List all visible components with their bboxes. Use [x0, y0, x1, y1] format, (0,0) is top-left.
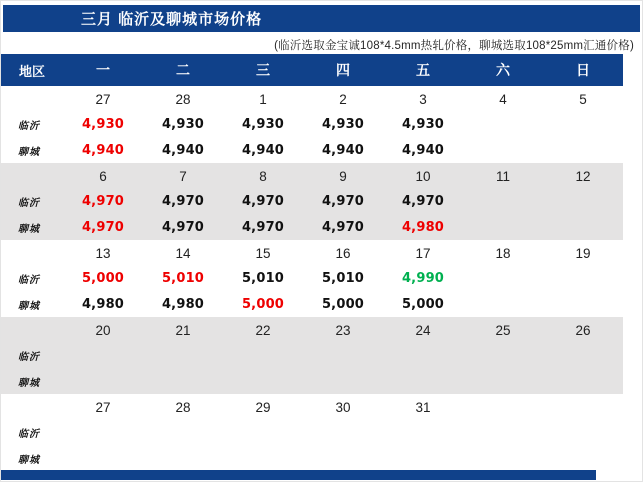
liaocheng-price-cell: 4,980 [401, 219, 445, 235]
date-cell: 13 [95, 245, 111, 261]
liaocheng-price-cell: 4,940 [321, 142, 365, 158]
week-block-3 [1, 240, 623, 317]
date-cell: 28 [175, 399, 191, 415]
bottom-bar [1, 470, 596, 480]
date-cell: 26 [575, 322, 591, 338]
row-label-linyi: 临沂 [18, 429, 40, 440]
header-day-tue: 二 [176, 62, 190, 78]
linyi-price-cell: 4,990 [401, 271, 445, 286]
date-cell: 24 [415, 322, 431, 338]
liaocheng-price-cell: 4,940 [81, 142, 125, 158]
date-cell: 4 [499, 91, 507, 107]
date-cell: 9 [339, 168, 347, 184]
liaocheng-price-cell: 4,980 [81, 296, 125, 312]
date-row [1, 163, 623, 189]
row-label-liaocheng: 聊城 [18, 377, 40, 389]
date-cell: 27 [95, 91, 111, 107]
linyi-price-cell: 4,930 [321, 117, 365, 132]
date-cell: 5 [579, 91, 587, 107]
header-day-mon: 一 [96, 62, 110, 78]
header-day-sat: 六 [496, 62, 510, 78]
liaocheng-price-cell: 4,970 [81, 219, 125, 235]
linyi-price-cell: 4,970 [81, 194, 125, 209]
header-day-thu: 四 [336, 62, 350, 78]
liaocheng-price-row [1, 291, 623, 317]
date-cell: 31 [415, 399, 431, 415]
row-label-linyi: 临沂 [18, 275, 40, 286]
date-row [1, 317, 623, 343]
liaocheng-price-row [1, 137, 623, 163]
page-title: 三月 临沂及聊城市场价格 [81, 11, 263, 28]
linyi-price-row [1, 112, 623, 137]
linyi-price-cell: 4,930 [161, 117, 205, 132]
liaocheng-price-cell: 5,000 [321, 296, 365, 312]
header-day-wed: 三 [256, 62, 270, 78]
liaocheng-price-row [1, 368, 623, 394]
date-row [1, 86, 623, 112]
header-day-sun: 日 [576, 62, 590, 78]
date-row [1, 240, 623, 266]
week-block-2 [1, 163, 623, 240]
title-bar [3, 5, 640, 32]
liaocheng-price-cell: 4,970 [161, 219, 205, 235]
linyi-price-cell: 4,930 [401, 117, 445, 132]
liaocheng-price-cell: 4,970 [321, 219, 365, 235]
linyi-price-cell: 4,970 [401, 194, 445, 209]
row-label-liaocheng: 聊城 [18, 223, 40, 235]
date-cell: 6 [99, 168, 107, 184]
linyi-price-cell: 4,930 [241, 117, 285, 132]
date-row [1, 394, 623, 420]
price-source-note: (临沂选取金宝诚108*4.5mm热轧价格，聊城选取108*25mm汇通价格) [274, 40, 634, 52]
row-label-liaocheng: 聊城 [18, 454, 40, 466]
linyi-price-cell: 4,970 [321, 194, 365, 209]
date-cell: 28 [175, 91, 191, 107]
liaocheng-price-cell: 5,000 [241, 296, 285, 312]
week-block-4 [1, 317, 623, 394]
liaocheng-price-row [1, 214, 623, 240]
week-block-5 [1, 394, 623, 471]
liaocheng-price-cell: 4,970 [241, 219, 285, 235]
date-cell: 8 [259, 168, 267, 184]
date-cell: 3 [419, 91, 427, 107]
date-cell: 11 [495, 168, 510, 184]
linyi-price-cell: 5,010 [161, 271, 205, 286]
header-region: 地区 [18, 63, 45, 79]
liaocheng-price-cell: 5,000 [401, 296, 445, 312]
row-label-linyi: 临沂 [18, 121, 40, 132]
linyi-price-row [1, 189, 623, 214]
date-cell: 10 [415, 168, 431, 184]
date-cell: 7 [179, 168, 187, 184]
row-label-linyi: 临沂 [18, 352, 40, 363]
date-cell: 2 [339, 91, 347, 107]
week-block-1 [1, 86, 623, 163]
liaocheng-price-cell: 4,980 [161, 296, 205, 312]
row-label-liaocheng: 聊城 [18, 300, 40, 312]
date-cell: 1 [259, 91, 267, 107]
weeks-grid [1, 86, 623, 471]
header-day-fri: 五 [416, 62, 430, 78]
date-cell: 22 [255, 322, 271, 338]
date-cell: 25 [495, 322, 511, 338]
linyi-price-cell: 5,000 [81, 271, 125, 286]
date-cell: 16 [335, 245, 351, 261]
linyi-price-cell: 4,970 [241, 194, 285, 209]
date-cell: 23 [335, 322, 351, 338]
liaocheng-price-cell: 4,940 [241, 142, 285, 158]
date-cell: 14 [175, 245, 191, 261]
date-cell: 29 [255, 399, 271, 415]
date-cell: 27 [95, 399, 111, 415]
row-label-linyi: 临沂 [18, 198, 40, 209]
linyi-price-row [1, 343, 623, 368]
date-cell: 17 [415, 245, 431, 261]
linyi-price-row [1, 266, 623, 291]
date-cell: 12 [575, 168, 591, 184]
date-cell: 20 [95, 322, 111, 338]
liaocheng-price-cell: 4,940 [401, 142, 445, 158]
liaocheng-price-row [1, 445, 623, 471]
date-cell: 30 [335, 399, 351, 415]
weekday-header-row [1, 54, 623, 86]
date-cell: 18 [495, 245, 511, 261]
linyi-price-cell: 4,930 [81, 117, 125, 132]
linyi-price-cell: 5,010 [321, 271, 365, 286]
date-cell: 21 [175, 322, 191, 338]
linyi-price-cell: 4,970 [161, 194, 205, 209]
date-cell: 15 [255, 245, 271, 261]
linyi-price-cell: 5,010 [241, 271, 285, 286]
linyi-price-row [1, 420, 623, 445]
row-label-liaocheng: 聊城 [18, 146, 40, 158]
date-cell: 19 [575, 245, 591, 261]
liaocheng-price-cell: 4,940 [161, 142, 205, 158]
